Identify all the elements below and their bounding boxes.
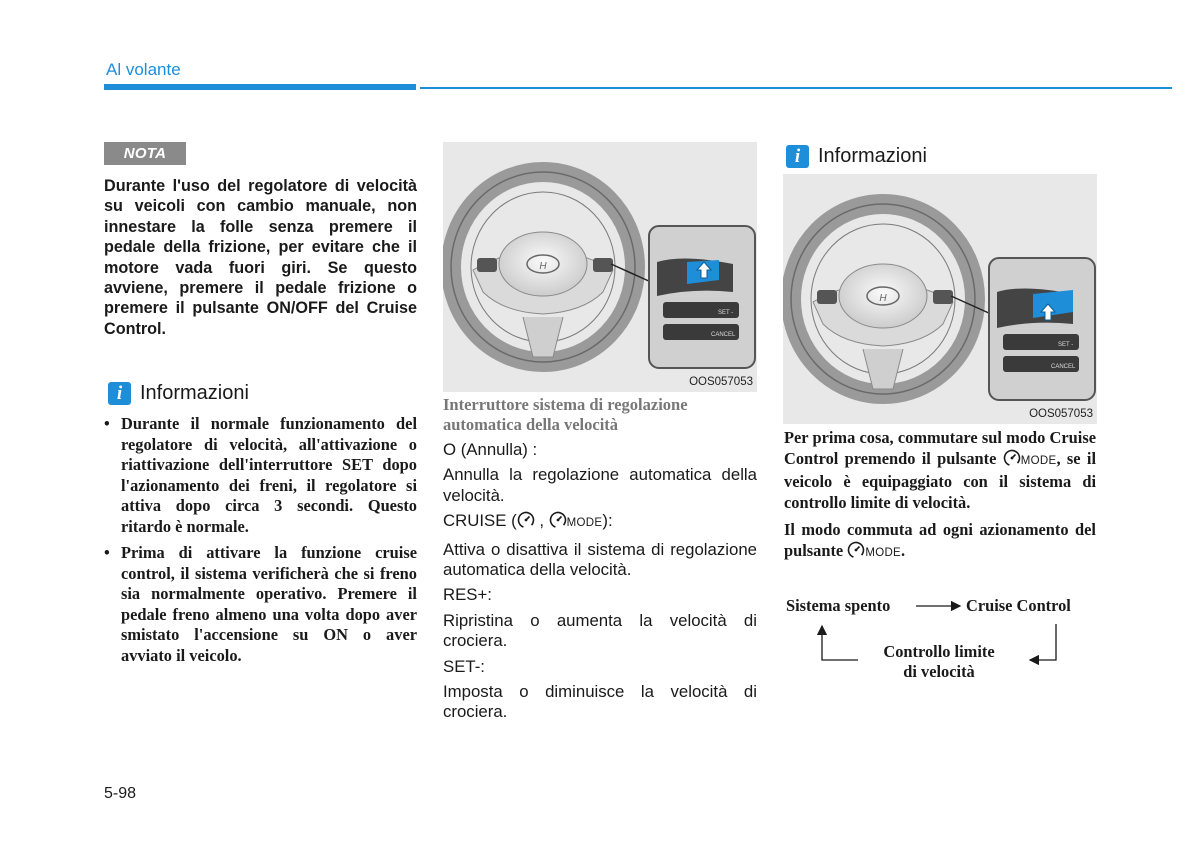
info-icon: i: [108, 382, 131, 405]
mode-text: MODE: [566, 517, 603, 530]
flow-node-speed-limit: Controllo limite di velocità: [883, 642, 995, 681]
mode-speedometer-icon: [847, 541, 865, 565]
page-number: 5-98: [104, 785, 137, 802]
mode-paragraph-1: Per prima cosa, commutare sul modo Cruise Control premendo il pulsante MODE, se il veicolo è equipaggiato con il sistema di controllo limite di velocità.: [784, 428, 1096, 512]
flow-node-cruise: Cruise Control: [966, 596, 1071, 615]
mode-cycle-diagram: [784, 590, 1096, 690]
svg-text:H: H: [879, 293, 887, 304]
section-title: Al volante: [106, 60, 181, 79]
header-rule-thick: [104, 84, 416, 90]
nota-text: Durante l'uso del regolatore di velocità su veicoli con cambio manuale, non innestare la folle senza premere il pedale della frizione, per evitare che il motore vada fuori giri. Se questo avviene, premere il pedale frizione o premere il pulsante ON/OFF del Cruise Control.: [104, 177, 417, 338]
list-item: • Prima di attivare la funzione cruise control, il sistema verificherà che si freno sia normalmente operativo. Premere il pedale freno almeno una volta dopo aver smistato l'accensione su ON o aver avviato il veicolo.: [104, 543, 417, 665]
figure-code: OOS057053: [1029, 408, 1093, 420]
res-label: RES+:: [443, 585, 492, 605]
steering-wheel-with-cruise-switch-illustration: [443, 142, 757, 392]
svg-text:CANCEL: CANCEL: [711, 332, 736, 338]
steering-wheel-figure: [443, 142, 757, 392]
info-heading-left: [108, 382, 249, 405]
figure-caption: Interruttore sistema di regolazione automatica della velocità: [443, 395, 688, 434]
mode-text: MODE: [1020, 454, 1057, 467]
svg-text:SET -: SET -: [1058, 342, 1074, 348]
steering-wheel-figure-2: [783, 174, 1097, 424]
set-label: SET-:: [443, 656, 485, 676]
cruise-label: CRUISE ( , MODE):: [443, 511, 757, 534]
mode-speedometer-icon: [549, 511, 567, 534]
info-title: Informazioni: [818, 145, 927, 167]
switch-descriptions: [443, 440, 757, 728]
cancel-label: O (Annulla) :: [443, 440, 538, 459]
set-description: Imposta o diminuisce la velocità di crociera.: [443, 682, 757, 722]
info-title: Informazioni: [140, 382, 249, 404]
nota-badge: NOTA: [104, 142, 186, 165]
svg-text:CANCEL: CANCEL: [1051, 364, 1076, 370]
mode-paragraph-2: Il modo commuta ad ogni azionamento del pulsante MODE.: [784, 520, 1096, 564]
header-rule-thin: [420, 87, 1172, 89]
info-bullet-list: [104, 414, 417, 672]
steering-wheel-mode-switch-illustration: [783, 174, 1097, 424]
flow-node-off: Sistema spento: [786, 596, 891, 615]
mode-text: MODE: [865, 546, 902, 559]
list-item: • Durante il normale funzionamento del regolatore di velocità, all'attivazione o riattivazione dell'interruttore SET dopo l'azionamento dei freni, il regolatore si attiva dopo circa 3 secondi. Questo ritardo è normale.: [104, 414, 417, 536]
info-icon: i: [786, 145, 809, 168]
cruise-description: Attiva o disattiva il sistema di regolazione automatica della velocità.: [443, 539, 757, 580]
svg-text:SET -: SET -: [718, 310, 734, 316]
res-description: Ripristina o aumenta la velocità di crociera.: [443, 610, 757, 651]
cruise-speedometer-icon: [517, 511, 535, 534]
info-heading-right: [786, 145, 927, 168]
cancel-description: Annulla la regolazione automatica della velocità.: [443, 465, 757, 505]
svg-text:H: H: [539, 261, 547, 272]
mode-speedometer-icon: [1003, 449, 1021, 473]
mode-instructions: [784, 428, 1096, 572]
figure-code: OOS057053: [689, 376, 753, 388]
